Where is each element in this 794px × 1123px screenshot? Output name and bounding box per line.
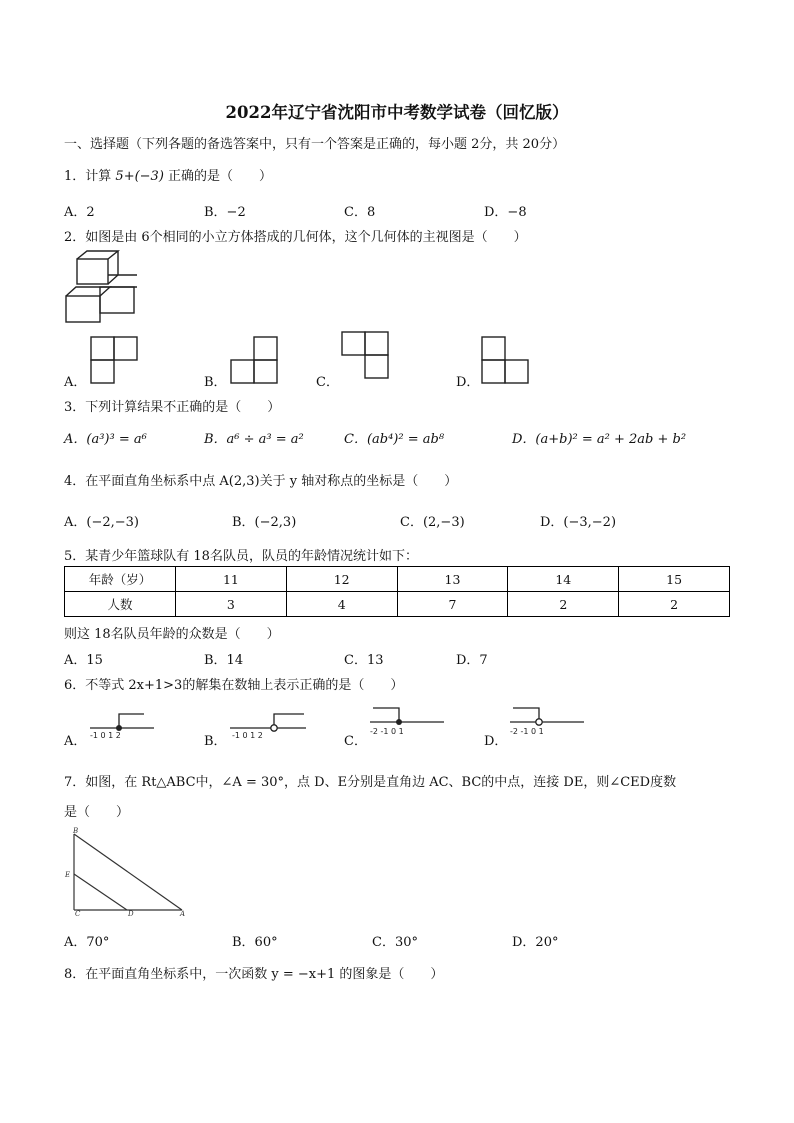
q7-option-b[interactable]: B．60° <box>232 935 278 950</box>
table-cell: 11 <box>176 567 287 592</box>
q2-stem: 2．如图是由 6个相同的小立方体搭成的几何体，这个几何体的主视图是（ ） <box>64 230 527 245</box>
point-e-label: E <box>65 871 71 879</box>
q2-option-b-figure[interactable] <box>230 336 280 384</box>
point-c-label: C <box>75 910 81 918</box>
q6-label-c[interactable]: C． <box>344 734 367 749</box>
q7-option-a[interactable]: A．70° <box>64 935 110 950</box>
q3-stem: 3．下列计算结果不正确的是（ ） <box>64 400 281 415</box>
table-cell: 15 <box>619 567 730 592</box>
q1-stem-text: 1．计算 <box>64 169 112 184</box>
table-cell: 13 <box>397 567 508 592</box>
q2-option-a-figure[interactable] <box>90 336 140 384</box>
q5-option-c[interactable]: C．13 <box>344 653 384 668</box>
q3-option-d[interactable]: D．(a+b)² = a² + 2ab + b² <box>512 432 687 447</box>
q3-option-c[interactable]: C．(ab⁴)² = ab⁸ <box>344 432 445 447</box>
table-cell: 12 <box>286 567 397 592</box>
q7-triangle-figure <box>64 826 192 918</box>
table-cell: 14 <box>508 567 619 592</box>
q2-label-c[interactable]: C． <box>316 375 339 390</box>
q7-stem-line1: 7．如图，在 Rt△ABC中，∠A = 30°，点 D、E分别是直角边 AC、BC的中点，连接 DE，则∠CED度数 <box>64 775 677 790</box>
q6-option-d-numberline[interactable] <box>508 702 588 738</box>
q1-expression: 5+(−3) <box>115 169 164 184</box>
table-cell: 2 <box>619 592 730 617</box>
point-d-label: D <box>128 910 134 918</box>
q2-option-c-figure[interactable] <box>341 331 391 381</box>
q6-axis-a-label: -1 0 1 2 <box>90 731 121 740</box>
table-cell: 4 <box>286 592 397 617</box>
table-cell: 年龄（岁） <box>65 567 176 592</box>
q2-option-d-figure[interactable] <box>481 336 531 384</box>
q3-option-a[interactable]: A．(a³)³ = a⁶ <box>64 432 147 447</box>
q6-option-a-numberline[interactable] <box>88 708 158 740</box>
section-heading: 一、选择题（下列各题的备选答案中，只有一个答案是正确的，每小题 2分，共 20分） <box>64 137 566 152</box>
q2-label-b[interactable]: B． <box>204 375 227 390</box>
q6-label-a[interactable]: A． <box>64 734 87 749</box>
q4-option-d[interactable]: D．(−3,−2) <box>540 515 617 530</box>
age-table <box>64 566 730 617</box>
q7-option-c[interactable]: C．30° <box>372 935 418 950</box>
point-b-label: B <box>73 827 79 835</box>
table-cell: 3 <box>176 592 287 617</box>
q1-option-c[interactable]: C．8 <box>344 205 376 220</box>
q5-option-d[interactable]: D．7 <box>456 653 488 668</box>
q6-label-d[interactable]: D． <box>484 734 508 749</box>
table-cell: 人数 <box>65 592 176 617</box>
q8-stem: 8．在平面直角坐标系中，一次函数 y = −x+1 的图象是（ ） <box>64 967 444 982</box>
table-cell: 2 <box>508 592 619 617</box>
q6-axis-b-label: -1 0 1 2 <box>232 731 263 740</box>
table-row <box>65 567 730 592</box>
q5-option-a[interactable]: A．15 <box>64 653 103 668</box>
q5-after: 则这 18名队员年龄的众数是（ ） <box>64 627 280 642</box>
q2-cube-figure <box>62 250 142 326</box>
q2-label-d[interactable]: D． <box>456 375 480 390</box>
q5-option-b[interactable]: B．14 <box>204 653 244 668</box>
q4-stem: 4．在平面直角坐标系中点 A(2,3)关于 y 轴对称点的坐标是（ ） <box>64 474 458 489</box>
page-title: 2022年辽宁省沈阳市中考数学试卷（回忆版） <box>225 103 569 122</box>
q5-stem: 5．某青少年篮球队有 18名队员，队员的年龄情况统计如下： <box>64 549 418 564</box>
q1-option-d[interactable]: D．−8 <box>484 205 527 220</box>
q4-option-a[interactable]: A．(−2,−3) <box>64 515 139 530</box>
q6-axis-c-label: -2 -1 0 1 <box>370 727 404 736</box>
q1-stem-tail: 正确的是（ ） <box>168 169 273 184</box>
q7-option-d[interactable]: D．20° <box>512 935 559 950</box>
q1-stem <box>64 165 272 184</box>
q6-label-b[interactable]: B． <box>204 734 227 749</box>
q1-option-a[interactable]: A．2 <box>64 205 95 220</box>
q6-stem: 6．不等式 2x+1>3的解集在数轴上表示正确的是（ ） <box>64 678 404 693</box>
q6-option-c-numberline[interactable] <box>368 702 448 738</box>
q7-stem-line2: 是（ ） <box>64 805 130 820</box>
q3-option-b[interactable]: B．a⁶ ÷ a³ = a² <box>204 432 304 447</box>
table-row <box>65 592 730 617</box>
q6-axis-d-label: -2 -1 0 1 <box>510 727 544 736</box>
q1-option-b[interactable]: B．−2 <box>204 205 246 220</box>
q4-option-c[interactable]: C．(2,−3) <box>400 515 465 530</box>
q2-label-a[interactable]: A． <box>64 375 87 390</box>
point-a-label: A <box>180 910 186 918</box>
table-cell: 7 <box>397 592 508 617</box>
q6-option-b-numberline[interactable] <box>228 708 310 740</box>
q4-option-b[interactable]: B．(−2,3) <box>232 515 297 530</box>
